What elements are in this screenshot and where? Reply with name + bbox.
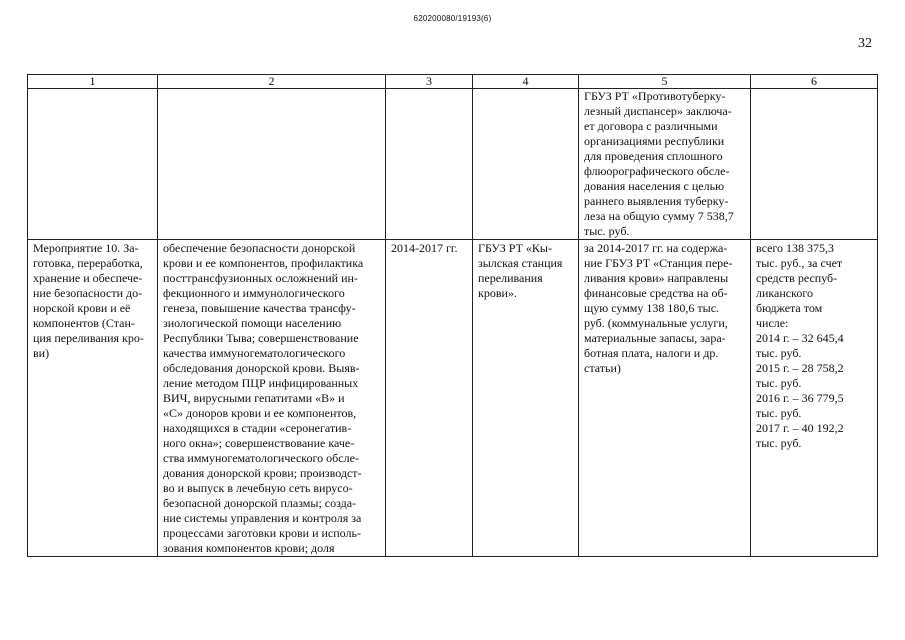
column-header-2: 2 (158, 75, 386, 89)
column-header-1: 1 (28, 75, 158, 89)
column-header-5: 5 (579, 75, 751, 89)
column-number-row (28, 75, 878, 89)
table-row (28, 240, 878, 557)
column-header-3: 3 (386, 75, 473, 89)
row2-result-cell: за 2014-2017 гг. на содержа- ние ГБУЗ РТ «Станция пере- ливания крови» направлены финансовые средства на об- щую сумму 138 180,6 тыс. руб. (коммунальные услуги, материальные запасы, зара- ботная плата, налоги и др. статьи) (579, 240, 751, 557)
row1-period-cell (386, 89, 473, 240)
row1-result-cell: ГБУЗ РТ «Противотуберку- лезный диспансер» заключа- ет договора с различными организациями республики для проведения сплошного флюорографического обсле- дования населения с целью раннего выявления туберку- леза на общую сумму 7 538,7 тыс. руб. (579, 89, 751, 240)
row2-funding-cell: всего 138 375,3 тыс. руб., за счет средств респуб- ликанского бюджета том числе: 2014 г. – 32 645,4 тыс. руб. 2015 г. – 28 758,2 тыс. руб. 2016 г. – 36 779,5 тыс. руб. 2017 г. – 40 192,2 тыс. руб. (751, 240, 878, 557)
row1-executor-cell (473, 89, 579, 240)
column-header-6: 6 (751, 75, 878, 89)
row2-period-cell: 2014-2017 гг. (386, 240, 473, 557)
row2-description-cell: обеспечение безопасности донорской крови и ее компонентов, профилактика посттрансфузионных осложнений ин- фекционного и иммунологического генеза, повышение качества трансфу- зиологической помощи населению Республики Тыва; совершенствование качества иммуногематологического обследования донорской крови. Выяв- ление методом ПЦР инфицированных ВИЧ, вирусными гепатитами «В» и «С» доноров крови и ее компонентов, находящихся в стадии «серонегатив- ного окна»; совершенствование каче- ства иммуногематологического обсле- дования донорской крови; производст- во и выпуск в лечебную сеть вирусо- безопасной донорской плазмы; созда- ние системы управления и контроля за процессами заготовки крови и исполь- зования компонентов крови; доля (158, 240, 386, 557)
row2-activity-cell: Мероприятие 10. За- готовка, переработка, хранение и обеспече- ние безопасности до- норской крови и её компонентов (Стан- ция переливания кро- ви) (28, 240, 158, 557)
row1-funding-cell (751, 89, 878, 240)
program-table (27, 74, 878, 557)
row2-executor-cell: ГБУЗ РТ «Кы- зылская станция переливания крови». (473, 240, 579, 557)
row1-activity-cell (28, 89, 158, 240)
row1-description-cell (158, 89, 386, 240)
page-number: 32 (858, 36, 872, 51)
column-header-4: 4 (473, 75, 579, 89)
table-row (28, 89, 878, 240)
document-id: 620200080/19193(6) (413, 14, 492, 23)
